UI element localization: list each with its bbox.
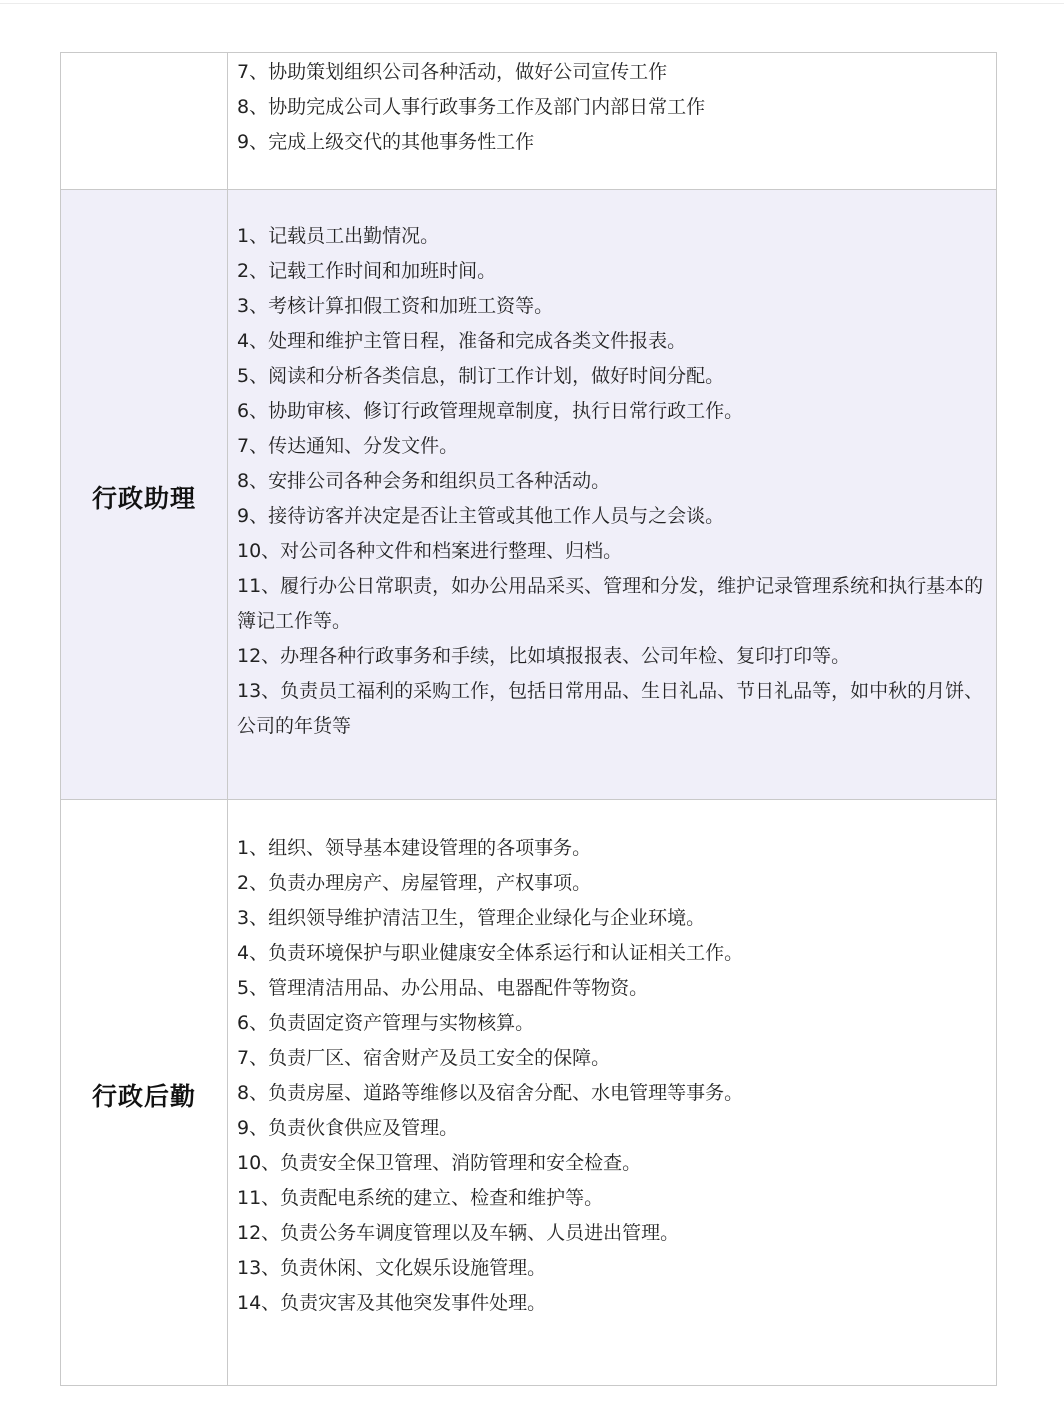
duties-cell [228, 800, 997, 1386]
duty-item: 3、组织领导维护清洁卫生，管理企业绿化与企业环境。 [237, 907, 706, 929]
duty-item: 9、接待访客并决定是否让主管或其他工作人员与之会谈。 [237, 505, 725, 527]
role-cell [61, 800, 228, 1386]
role-name-admin-assistant: 行政助理 [91, 483, 196, 513]
duties-cell [228, 53, 997, 190]
duty-item: 8、安排公司各种会务和组织员工各种活动。 [237, 470, 611, 492]
duty-item: 6、协助审核、修订行政管理规章制度，执行日常行政工作。 [237, 400, 744, 422]
table-row [61, 800, 997, 1386]
role-cell [61, 190, 228, 800]
duty-item: 9、完成上级交代的其他事务性工作 [237, 131, 535, 153]
duty-item: 9、负责伙食供应及管理。 [237, 1117, 459, 1139]
duty-item: 5、管理清洁用品、办公用品、电器配件等物资。 [237, 977, 649, 999]
duty-item: 7、传达通知、分发文件。 [237, 435, 459, 457]
table-row [61, 53, 997, 190]
duty-item: 13、负责休闲、文化娱乐设施管理。 [237, 1257, 547, 1279]
role-name-admin-logistics: 行政后勤 [91, 1081, 196, 1111]
duty-item: 8、负责房屋、道路等维修以及宿舍分配、水电管理等事务。 [237, 1082, 744, 1104]
table-row [61, 190, 997, 800]
duties-list [237, 831, 990, 1321]
duty-item: 1、记载员工出勤情况。 [237, 225, 440, 247]
duty-item: 13、负责员工福利的采购工作，包括日常用品、生日礼品、节日礼品等，如中秋的月饼、公司的年货等 [237, 680, 984, 737]
duty-item: 10、负责安全保卫管理、消防管理和安全检查。 [237, 1152, 642, 1174]
job-duties-table [60, 52, 997, 1386]
top-divider [0, 3, 1064, 4]
duty-item: 6、负责固定资产管理与实物核算。 [237, 1012, 535, 1034]
role-cell [61, 53, 228, 190]
duty-item: 8、协助完成公司人事行政事务工作及部门内部日常工作 [237, 96, 706, 118]
duty-item: 5、阅读和分析各类信息，制订工作计划，做好时间分配。 [237, 365, 725, 387]
duty-item: 12、办理各种行政事务和手续，比如填报报表、公司年检、复印打印等。 [237, 645, 851, 667]
duties-cell [228, 190, 997, 800]
duty-item: 11、负责配电系统的建立、检查和维护等。 [237, 1187, 604, 1209]
duty-item: 14、负责灾害及其他突发事件处理。 [237, 1292, 547, 1314]
duty-item: 7、负责厂区、宿舍财产及员工安全的保障。 [237, 1047, 611, 1069]
duty-item: 10、对公司各种文件和档案进行整理、归档。 [237, 540, 623, 562]
duty-item: 2、负责办理房产、房屋管理，产权事项。 [237, 872, 592, 894]
duty-item: 12、负责公务车调度管理以及车辆、人员进出管理。 [237, 1222, 680, 1244]
duty-item: 4、处理和维护主管日程，准备和完成各类文件报表。 [237, 330, 687, 352]
duty-item: 4、负责环境保护与职业健康安全体系运行和认证相关工作。 [237, 942, 744, 964]
duty-item: 1、组织、领导基本建设管理的各项事务。 [237, 837, 592, 859]
duty-item: 7、协助策划组织公司各种活动，做好公司宣传工作 [237, 61, 668, 83]
duty-item: 11、履行办公日常职责，如办公用品采买、管理和分发，维护记录管理系统和执行基本的簿记工作等。 [237, 575, 984, 632]
duties-list [237, 55, 990, 160]
duty-item: 2、记载工作时间和加班时间。 [237, 260, 497, 282]
duty-item: 3、考核计算扣假工资和加班工资等。 [237, 295, 554, 317]
duties-list [237, 219, 990, 744]
